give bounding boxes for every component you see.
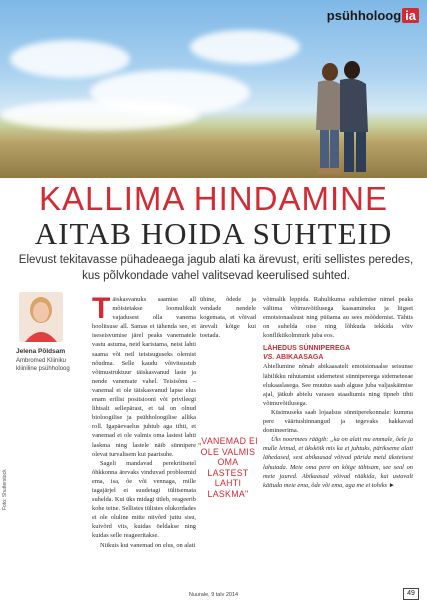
section-tag <box>327 8 419 23</box>
lead-paragraph: Elevust tekitavasse pühadeaega jagub alati ka ärevust, eriti sellistes peredes, kus põlvkondade vahel valitsevad keerulised suhted. <box>18 254 414 282</box>
author-role: Ambromed Kliiniku kliiniline psühholoog <box>16 358 70 372</box>
headline-line-1: KALLIMA HINDAMINE <box>39 180 388 217</box>
page-number: 49 <box>403 588 419 600</box>
section-tag-last: ia <box>402 8 419 23</box>
footer: Nuurale, 9 talv 2014 <box>188 592 239 598</box>
paragraph: Küsimuseks saab lojaalsus sünniperekonnale: kumma pere väärtushinnangud ja tegevaks hakkavad domineerima. <box>263 408 413 435</box>
author-name: Jelena Põldsam <box>16 348 66 355</box>
paragraph: ühine, õdede ja vendade nendele kogemata, et võivad ärevalt kõige kui toetada. <box>200 296 256 340</box>
article-column-1 <box>92 292 196 550</box>
headline-line-2: AITAB HOIDA SUHTEID <box>34 216 393 251</box>
hero-photo <box>0 0 427 178</box>
drop-cap: T <box>92 292 111 325</box>
subheading-part-1: LÄHEDUS SÜNNIPEREGA <box>263 345 351 353</box>
author-photo <box>19 292 63 342</box>
pull-quote: „VANEMAD EI OLE VALMIS OMA LASTEST LAHTI LASKMA" <box>198 436 258 499</box>
subheading <box>263 344 413 362</box>
photo-credit: Foto: Shutterstock <box>2 469 8 510</box>
paragraph: Niikuis kui vanemad on elus, on alati <box>100 541 196 549</box>
article-column-3 <box>263 295 413 490</box>
article-column-2 <box>200 295 256 340</box>
paragraph: võimalik leppida. Rahulikuma suhtlemise nimel peaks vältima võimuvõitlusega kaasamineku ja liigset emotsionaalsust ning püüama au sees mõõdemist. Tähtis on suhelda oise ning lõhkuda tekkida võiv konfliktikolmnurk juba eos. <box>263 296 413 340</box>
paragraph: Abiellumine nõnab abikaasatelt emotsionaalse seisunse läbilikku nihutamist sidemetest sünnipereega sidemeteeae elukaaslasega. See muutus saab alguse juba valjaskäimise ajal, jätkub abielu varases staadiumis ning tipneb tihti võimuvõitlusega. <box>263 363 413 407</box>
paragraph: Sageli mandavad perekriitsetel õhkkonna ärevaks vinduvad probleemid ema, isa, õe või vennaga, mille tagajärjel ei suudetagi tülitsemata suhelda. Kui üks midagi ütleb, reageerib kohe teine. Sellistes tülistes olukordades ei ole oluline mitte niivõrd juttu sisu, kuivõrd viis, kuidas öeldakse ning kuidas selle reageeritakse. <box>92 459 196 540</box>
paragraph: äiskasvanuks saamise all mõistetakse loomulikult vajadusest olla vanema hoolitsuse all. Samas ei tähenda see, et iseseisvumise järel peaks vanematele vastu astuma, neid karistama, neist lahti saama või neil teistsuguseks olemist nõudma. Selle kaudu võivitsustub võimustruktuur täiskasvanud laste ja nende vanemate vahel. Teisisõnu – vanemal ei ole täiskasvanud lapse elus enam erilist positsiooni või privileegi lihtsalt sellepärast, et tal on olnud bioloogilise ja psühholoogilise allika roll. Igapäevaelus juhtub aga tihti, et vanemad ei ole valmis oma lastest lahti laskma ning lastele näib sünnipere olevat turvalisem kui paarisuhe. <box>92 296 196 458</box>
subheading-vs: VS. <box>263 354 275 362</box>
section-tag-prefix: psühholoog <box>326 8 402 23</box>
couple-illustration <box>300 60 380 178</box>
subheading-part-2: ABIKAASAGA <box>275 354 324 362</box>
quote-paragraph: Üks noormees räägib: „ka on alati mu emmale, õele ja mulle leinud, et üksköik mis ka ei juhtuks, pärikseme alati lähedased, sest abikaasad võivad pärida meid üksteisest lahutada. Meie oma pere on kõige tähtsam, see seal on meie juured. Abikaasad võivad rääkida, kui ustavalt käituda meie ema, õde või ema, aga me ei tohiks ► <box>263 436 413 489</box>
